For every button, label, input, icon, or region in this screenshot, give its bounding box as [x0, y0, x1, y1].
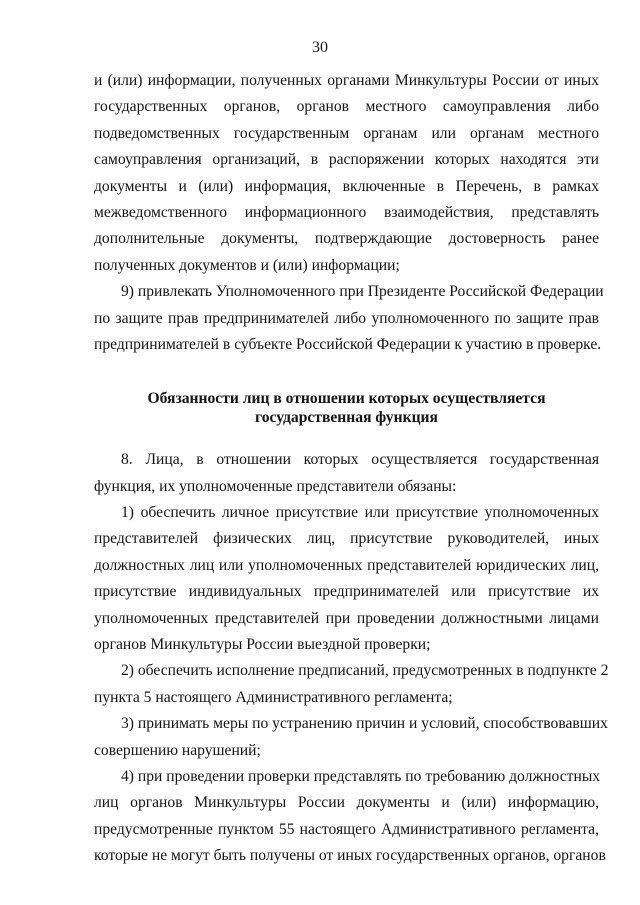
text-line: 8. Лица, в отношении которых осуществляется государственная: [121, 451, 599, 469]
text-line: присутствие индивидуальных предпринимателей или присутствие их: [94, 583, 599, 601]
text-line: дополнительные документы, подтверждающие достоверность ранее: [94, 230, 599, 248]
text-line: которые не могут быть получены от иных государственных органов, органов: [94, 847, 606, 865]
text-line: совершению нарушений;: [94, 741, 261, 759]
paragraph-item-4: [94, 764, 606, 870]
text-line: подведомственных государственным органам или органам местного: [94, 124, 599, 142]
text-line: уполномоченных представителей при проведении должностными лицами: [94, 609, 599, 627]
paragraph-continuation: [94, 68, 599, 279]
text-line: полученных документов и (или) информации;: [94, 256, 400, 274]
text-line: лиц органов Минкультуры России документы и (или) информацию,: [94, 794, 599, 812]
page-number: 30: [312, 39, 328, 56]
text-line: должностных лиц или уполномоченных представителей юридических лиц,: [94, 556, 599, 574]
text-line: 2) обеспечить исполнение предписаний, предусмотренных в подпункте 2: [121, 662, 609, 680]
text-line: 4) при проведении проверки представлять по требованию должностных: [121, 767, 601, 785]
paragraph-item-1: [94, 500, 599, 658]
text-line: органов Минкультуры России выездной проверки;: [94, 636, 431, 654]
text-line: межведомственного информационного взаимодействия, представлять: [94, 203, 599, 221]
text-line: и (или) информации, полученных органами Минкультуры России от иных: [94, 72, 599, 89]
text-line: документы и (или) информация, включенные в Перечень, в рамках: [94, 177, 599, 195]
paragraph-item-2: [94, 658, 609, 711]
text-line: самоуправления организаций, в распоряжении которых находятся эти: [94, 151, 599, 169]
paragraph-item-3: [94, 711, 608, 764]
text-line: 9) привлекать Уполномоченного при Президенте Российской Федерации: [121, 283, 604, 301]
text-line: государственных органов, органов местного самоуправления либо: [94, 98, 599, 116]
heading-line: Обязанности лиц в отношении которых осуществляется: [147, 390, 546, 408]
text-line: предусмотренные пунктом 55 настоящего Административного регламента,: [94, 820, 599, 838]
text-line: 3) принимать меры по устранению причин и условий, способствовавших: [121, 715, 608, 733]
text-line: по защите прав предпринимателей либо уполномоченного по защите прав: [94, 309, 599, 327]
heading-line: государственная функция: [255, 409, 438, 427]
text-line: 1) обеспечить личное присутствие или присутствие уполномоченных: [121, 504, 599, 522]
document-body: [94, 68, 609, 870]
text-line: пункта 5 настоящего Административного регламента;: [94, 688, 453, 706]
text-line: функция, их уполномоченные представители обязаны:: [94, 477, 457, 495]
paragraph-item-9: [94, 279, 604, 358]
section-heading: [94, 389, 599, 427]
text-line: представителей физических лиц, присутствие руководителей, иных: [94, 530, 599, 548]
paragraph-8: [94, 447, 599, 500]
text-line: предпринимателей в субъекте Российской Федерации к участию в проверке.: [94, 335, 602, 353]
